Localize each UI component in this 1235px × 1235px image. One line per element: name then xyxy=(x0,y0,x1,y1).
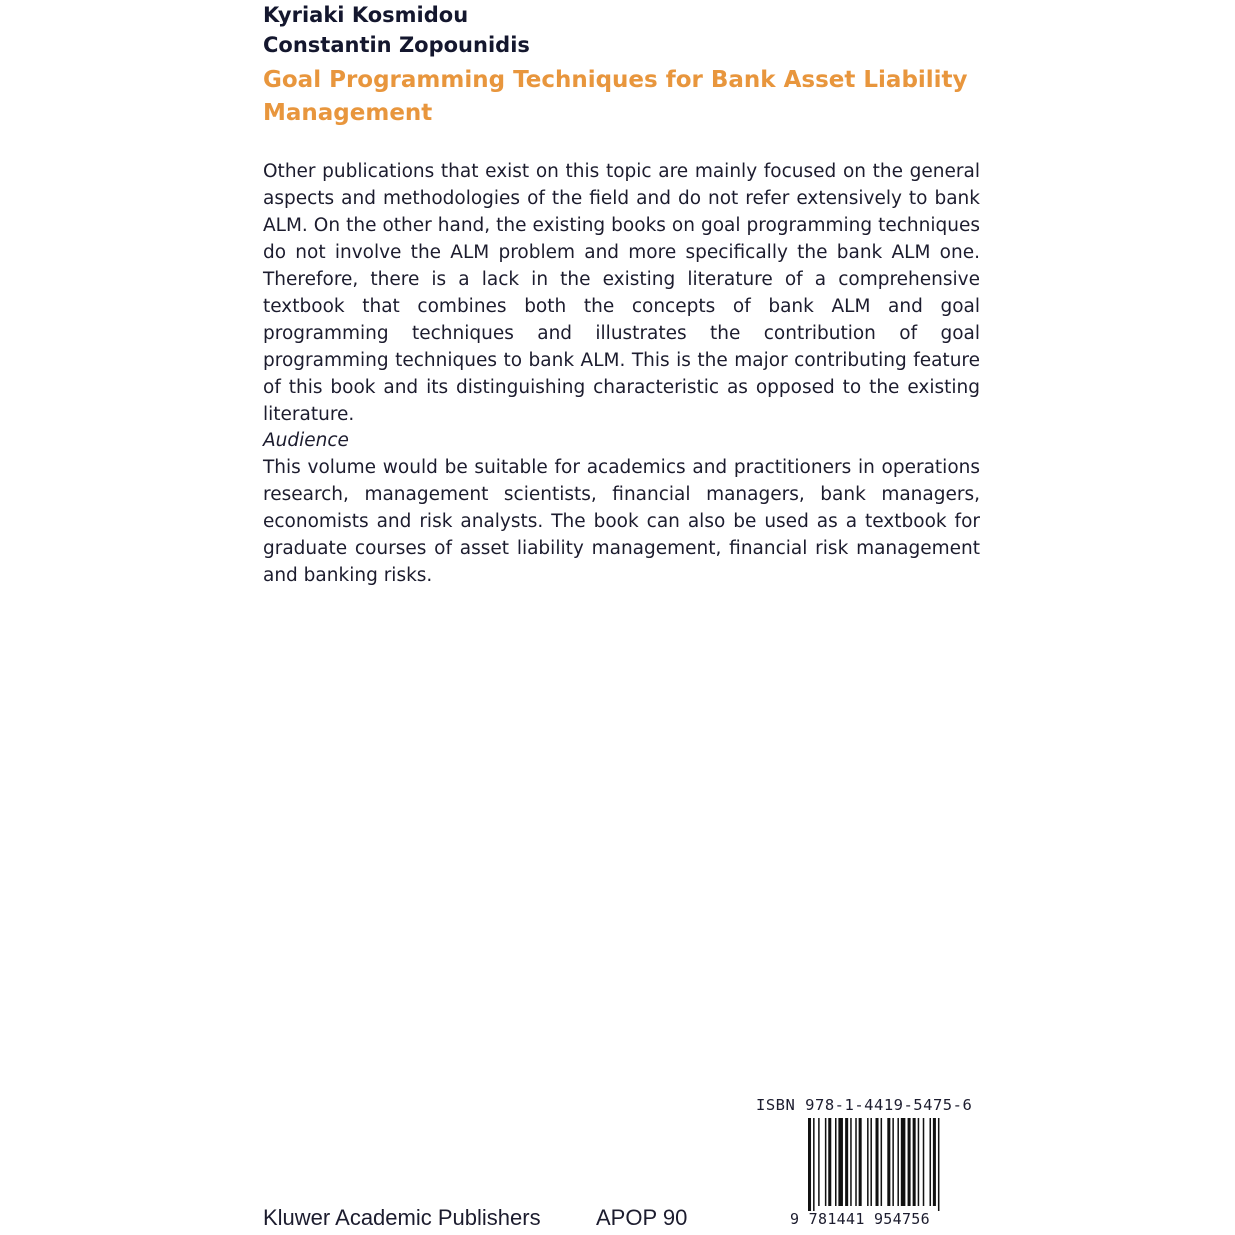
isbn-label: ISBN 978-1-4419-5475-6 xyxy=(756,1096,973,1114)
author-name: Constantin Zopounidis xyxy=(263,33,530,57)
barcode-icon xyxy=(808,1118,943,1211)
series-label: APOP 90 xyxy=(596,1205,688,1230)
book-title: Goal Programming Techniques for Bank Asset Liability Management xyxy=(263,67,968,126)
barcode-digits: 9 781441 954756 xyxy=(790,1210,930,1228)
publisher-name: Kluwer Academic Publishers xyxy=(263,1205,541,1230)
author-list xyxy=(263,0,983,60)
audience-paragraph: This volume would be suitable for academics and practitioners in operations research, management scientists, financial managers, bank managers, economists and risk analysts. The book can also be used as a textbook for graduate courses of asset liability management, financial risk management and banking risks. xyxy=(263,457,980,586)
description-paragraph: Other publications that exist on this topic are mainly focused on the general aspects and methodologies of the field and do not refer extensively to bank ALM. On the other hand, the existing books on goal programming techniques do not involve the ALM problem and more specifically the bank ALM one. Therefore, there is a lack in the existing literature of a comprehensive textbook that combines both the concepts of bank ALM and goal programming techniques and illustrates the contribution of goal programming techniques to bank ALM. This is the major contributing feature of this book and its distinguishing characteristic as opposed to the existing literature. xyxy=(263,161,980,425)
author-name: Kyriaki Kosmidou xyxy=(263,3,469,27)
audience-heading: Audience xyxy=(263,430,349,451)
